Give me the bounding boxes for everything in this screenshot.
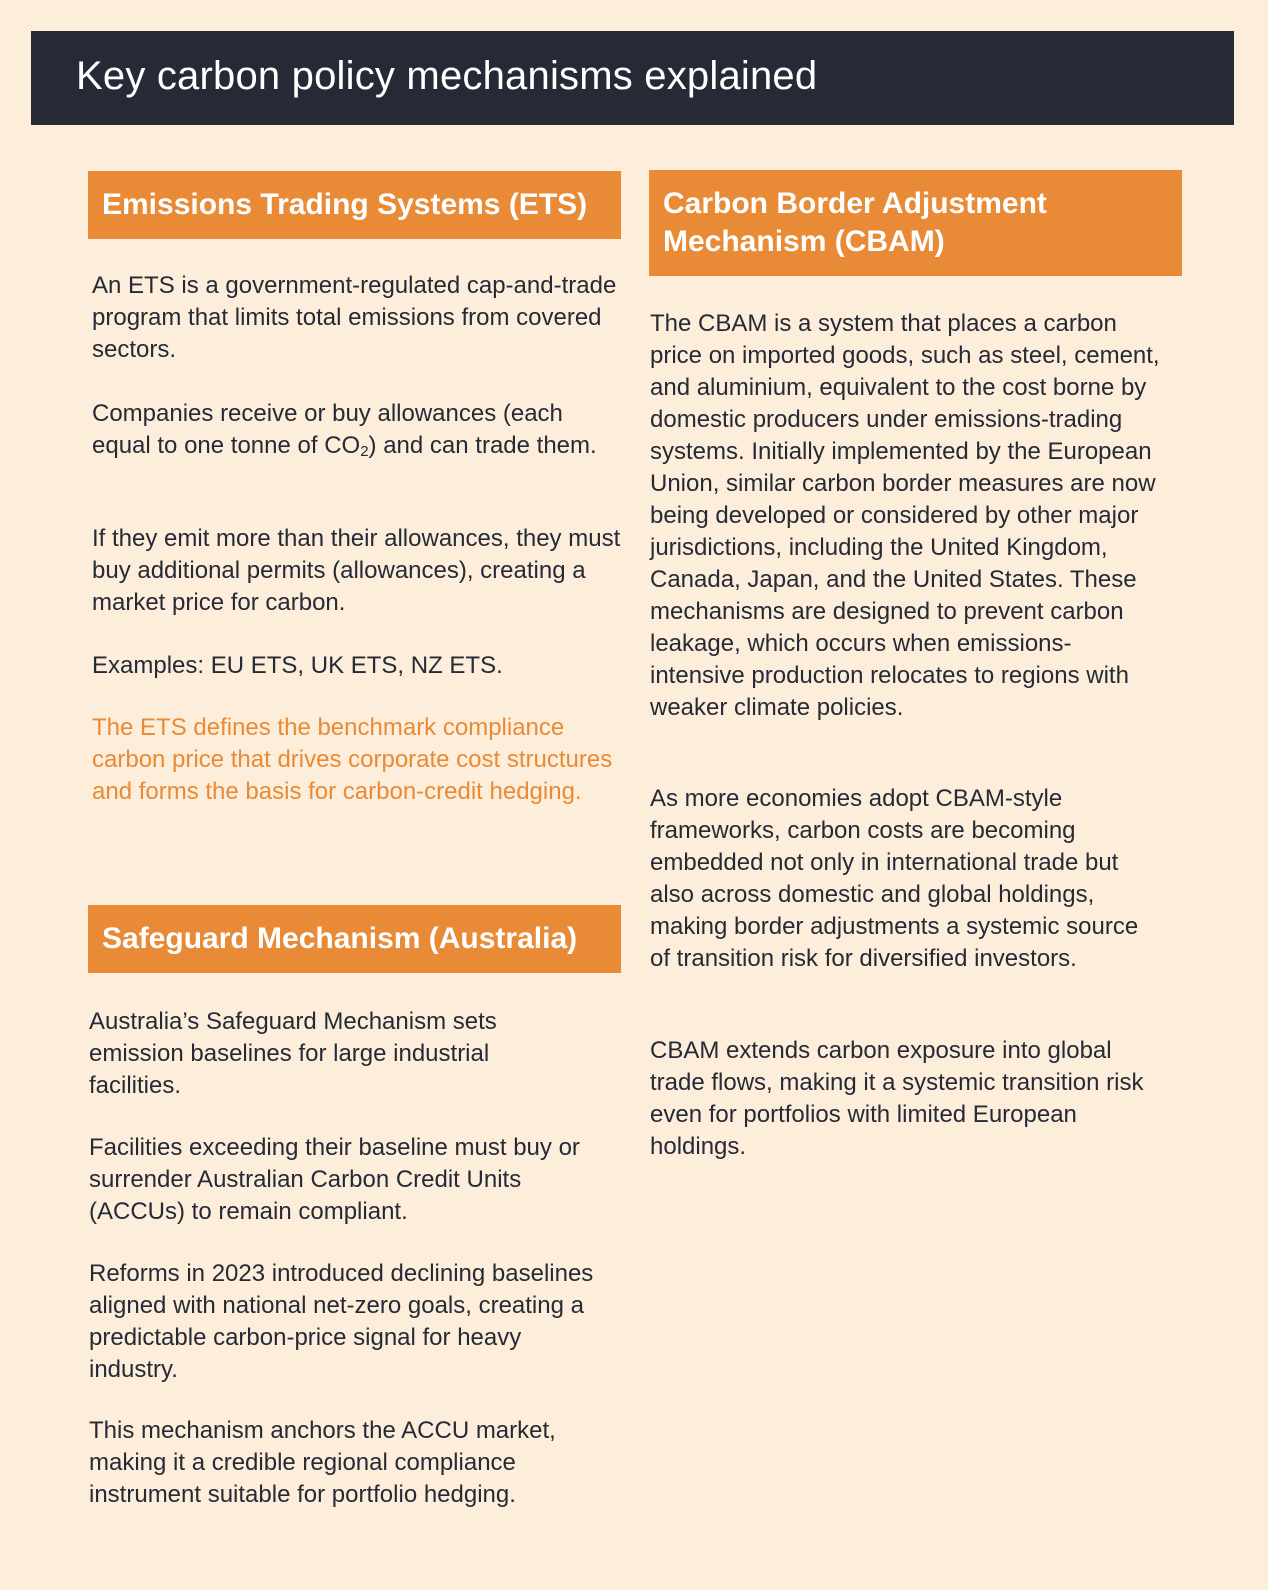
ets-paragraph-3: If they emit more than their allowances, they must buy additional permits (allowances), creating a market price for carbon. <box>92 525 621 616</box>
ets-paragraph-2-text: Companies receive or buy allowances (each equal to one tonne of CO <box>92 400 563 459</box>
ets-highlight: The ETS defines the benchmark compliance carbon price that drives corporate cost structures and forms the basis for carbon-credit hedging. <box>92 714 613 805</box>
ets-paragraph-2 <box>92 398 602 462</box>
safeguard-paragraph-2: Facilities exceeding their baseline must buy or surrender Australian Carbon Credit Units (ACCUs) to remain compliant. <box>89 1134 580 1225</box>
cbam-heading-text <box>663 185 1047 261</box>
cbam-heading <box>649 170 1182 276</box>
title-bar <box>31 31 1234 125</box>
ets-heading-text: Emissions Trading Systems (ETS) <box>102 188 588 221</box>
co2-subscript: 2 <box>360 443 369 460</box>
cbam-paragraph-3: CBAM extends carbon exposure into global trade flows, making it a systemic transition risk even for portfolios with limited European holdings. <box>650 1037 1144 1160</box>
safeguard-paragraph-3: Reforms in 2023 introduced declining baselines aligned with national net-zero goals, creating a predictable carbon-price signal for heavy industry. <box>89 1260 594 1383</box>
safeguard-paragraph-4: This mechanism anchors the ACCU market, making it a credible regional compliance instrument suitable for portfolio hedging. <box>89 1417 556 1508</box>
ets-examples: Examples: EU ETS, UK ETS, NZ ETS. <box>92 652 503 679</box>
cbam-paragraph-1: The CBAM is a system that places a carbon price on imported goods, such as steel, cement, and aluminium, equivalent to the cost borne by domestic producers under emissions-trading systems. Initially implemented by the European Union, similar carbon border measures are now being developed or considered by other major jurisdictions, including the United Kingdom, Canada, Japan, and the United States. These mechanisms are designed to prevent carbon leakage, which occurs when emissions-intensive production relocates to regions with weaker climate policies. <box>650 310 1160 721</box>
cbam-heading-line-1: Carbon Border Adjustment <box>663 187 1047 220</box>
safeguard-heading <box>88 905 621 973</box>
ets-paragraph-2-tail: ) and can trade them. <box>368 432 597 459</box>
ets-paragraph-1: An ETS is a government-regulated cap-and-trade program that limits total emissions from covered sectors. <box>92 272 617 363</box>
page-title: Key carbon policy mechanisms explained <box>76 53 818 98</box>
cbam-paragraph-2: As more economies adopt CBAM-style frameworks, carbon costs are becoming embedded not only in international trade but also across domestic and global holdings, making border adjustments a systemic source of transition risk for diversified investors. <box>650 785 1139 972</box>
safeguard-paragraph-1: Australia’s Safeguard Mechanism sets emission baselines for large industrial facilities. <box>89 1008 497 1099</box>
cbam-heading-line-2: Mechanism (CBAM) <box>663 225 945 258</box>
ets-heading <box>88 171 621 239</box>
safeguard-heading-text: Safeguard Mechanism (Australia) <box>102 922 578 955</box>
